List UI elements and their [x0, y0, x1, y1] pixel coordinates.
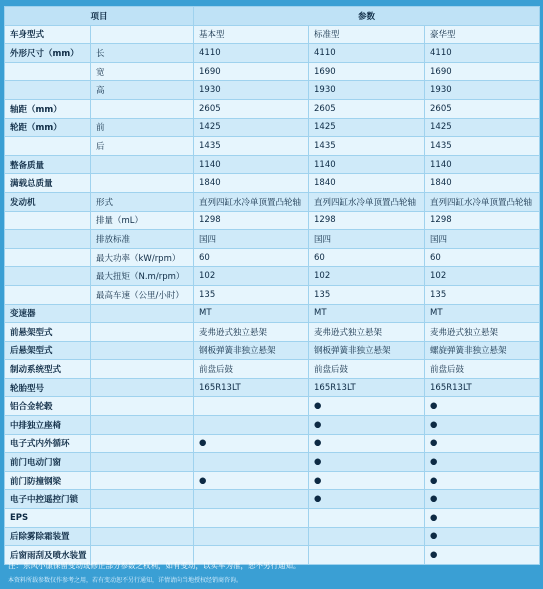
row-label: 外形尺寸（mm） — [5, 44, 91, 63]
table-row — [5, 211, 540, 230]
table-row — [5, 527, 540, 546]
row-sublabel: 宽 — [91, 62, 194, 81]
table-row — [5, 471, 540, 490]
header-item: 项目 — [5, 7, 194, 26]
row-sublabel: 长 — [91, 44, 194, 63]
value-cell — [194, 416, 309, 435]
value-cell: 钢板弹簧非独立悬架 — [309, 341, 425, 360]
value-cell — [194, 527, 309, 546]
row-label: 变速器 — [5, 304, 91, 323]
table-row — [5, 490, 540, 509]
value-cell: 直列四缸水冷单顶置凸轮轴 — [309, 192, 425, 211]
value-cell: 165R13LT — [309, 378, 425, 397]
row-label: 后除雾除霜装置 — [5, 527, 91, 546]
table-row — [5, 416, 540, 435]
row-label — [5, 62, 91, 81]
value-cell: 1425 — [425, 118, 540, 137]
value-cell: 1140 — [425, 155, 540, 174]
value-cell: 麦弗逊式独立悬架 — [309, 323, 425, 342]
value-cell: ● — [425, 434, 540, 453]
row-label: 后悬架型式 — [5, 341, 91, 360]
value-cell — [309, 527, 425, 546]
row-sublabel — [91, 527, 194, 546]
table-row — [5, 25, 540, 44]
table-row — [5, 155, 540, 174]
row-sublabel — [91, 397, 194, 416]
value-cell: 豪华型 — [425, 25, 540, 44]
row-sublabel — [91, 323, 194, 342]
table-row — [5, 453, 540, 472]
value-cell: 钢板弹簧非独立悬架 — [194, 341, 309, 360]
value-cell: 国四 — [194, 230, 309, 249]
row-sublabel: 排量（mL） — [91, 211, 194, 230]
row-sublabel: 最大功率（kW/rpm） — [91, 248, 194, 267]
row-sublabel — [91, 453, 194, 472]
table-row — [5, 44, 540, 63]
value-cell — [194, 509, 309, 528]
row-label: 车身型式 — [5, 25, 91, 44]
value-cell: 165R13LT — [194, 378, 309, 397]
spec-table-body — [5, 7, 540, 565]
row-label: 发动机 — [5, 192, 91, 211]
row-label — [5, 230, 91, 249]
row-label — [5, 211, 91, 230]
value-cell: MT — [194, 304, 309, 323]
table-header-row — [5, 7, 540, 26]
value-cell: 1840 — [425, 174, 540, 193]
value-cell: 2605 — [425, 99, 540, 118]
row-sublabel — [91, 155, 194, 174]
row-label: 轮胎型号 — [5, 378, 91, 397]
row-sublabel: 最高车速（公里/小时） — [91, 285, 194, 304]
row-sublabel: 后 — [91, 137, 194, 156]
value-cell: 1298 — [309, 211, 425, 230]
value-cell: 135 — [309, 285, 425, 304]
value-cell: 60 — [425, 248, 540, 267]
value-cell: 135 — [194, 285, 309, 304]
value-cell: 1840 — [309, 174, 425, 193]
value-cell: 1930 — [425, 81, 540, 100]
value-cell: ● — [309, 397, 425, 416]
value-cell: 2605 — [194, 99, 309, 118]
row-sublabel: 排放标准 — [91, 230, 194, 249]
table-row — [5, 118, 540, 137]
table-row — [5, 341, 540, 360]
value-cell: 1690 — [194, 62, 309, 81]
value-cell: 1425 — [309, 118, 425, 137]
row-sublabel — [91, 434, 194, 453]
row-label: 制动系统型式 — [5, 360, 91, 379]
value-cell: ● — [425, 416, 540, 435]
table-row — [5, 397, 540, 416]
table-row — [5, 248, 540, 267]
row-sublabel — [91, 509, 194, 528]
row-sublabel — [91, 174, 194, 193]
value-cell: 60 — [309, 248, 425, 267]
value-cell: 1140 — [194, 155, 309, 174]
table-row — [5, 509, 540, 528]
value-cell: ● — [309, 453, 425, 472]
row-label: 电子中控遥控门锁 — [5, 490, 91, 509]
value-cell: 1930 — [194, 81, 309, 100]
table-row — [5, 304, 540, 323]
row-label: 后窗雨刮及喷水装置 — [5, 546, 91, 565]
row-label: 前悬架型式 — [5, 323, 91, 342]
value-cell: ● — [309, 434, 425, 453]
row-sublabel — [91, 304, 194, 323]
row-label: 电子式内外循环 — [5, 434, 91, 453]
value-cell: 麦弗逊式独立悬架 — [194, 323, 309, 342]
row-label: 满载总质量 — [5, 174, 91, 193]
row-label — [5, 285, 91, 304]
value-cell: 国四 — [309, 230, 425, 249]
row-sublabel — [91, 25, 194, 44]
row-label: 中排独立座椅 — [5, 416, 91, 435]
value-cell: ● — [425, 490, 540, 509]
value-cell: 102 — [309, 267, 425, 286]
table-row — [5, 81, 540, 100]
value-cell: 前盘后鼓 — [309, 360, 425, 379]
row-label: EPS — [5, 509, 91, 528]
value-cell: 1435 — [194, 137, 309, 156]
row-label — [5, 81, 91, 100]
value-cell: 135 — [425, 285, 540, 304]
row-label: 铝合金轮毂 — [5, 397, 91, 416]
row-sublabel — [91, 341, 194, 360]
row-label: 轮距（mm） — [5, 118, 91, 137]
value-cell: 1425 — [194, 118, 309, 137]
value-cell: ● — [309, 471, 425, 490]
value-cell: 4110 — [425, 44, 540, 63]
value-cell: 1930 — [309, 81, 425, 100]
row-label — [5, 248, 91, 267]
table-row — [5, 174, 540, 193]
value-cell — [194, 453, 309, 472]
value-cell: MT — [425, 304, 540, 323]
row-sublabel — [91, 416, 194, 435]
value-cell: 麦弗逊式独立悬架 — [425, 323, 540, 342]
value-cell: 直列四缸水冷单顶置凸轮轴 — [425, 192, 540, 211]
row-label: 轴距（mm） — [5, 99, 91, 118]
row-label: 前门电动门窗 — [5, 453, 91, 472]
value-cell: ● — [309, 416, 425, 435]
value-cell: 102 — [194, 267, 309, 286]
value-cell — [194, 397, 309, 416]
value-cell: 2605 — [309, 99, 425, 118]
row-sublabel: 前 — [91, 118, 194, 137]
value-cell: MT — [309, 304, 425, 323]
value-cell: ● — [194, 434, 309, 453]
value-cell: ● — [194, 471, 309, 490]
value-cell: 1435 — [309, 137, 425, 156]
value-cell: ● — [425, 471, 540, 490]
value-cell: 1298 — [194, 211, 309, 230]
row-sublabel: 高 — [91, 81, 194, 100]
table-row — [5, 137, 540, 156]
value-cell: 1298 — [425, 211, 540, 230]
row-sublabel — [91, 490, 194, 509]
value-cell: 4110 — [194, 44, 309, 63]
value-cell: ● — [425, 397, 540, 416]
row-sublabel — [91, 378, 194, 397]
value-cell: ● — [425, 527, 540, 546]
value-cell: 1690 — [425, 62, 540, 81]
row-sublabel: 形式 — [91, 192, 194, 211]
value-cell: 基本型 — [194, 25, 309, 44]
row-sublabel — [91, 471, 194, 490]
value-cell: 直列四缸水冷单顶置凸轮轴 — [194, 192, 309, 211]
row-label — [5, 137, 91, 156]
table-row — [5, 378, 540, 397]
value-cell: 1690 — [309, 62, 425, 81]
table-row — [5, 434, 540, 453]
value-cell: 国四 — [425, 230, 540, 249]
table-row — [5, 323, 540, 342]
value-cell: ● — [425, 509, 540, 528]
value-cell: 前盘后鼓 — [425, 360, 540, 379]
table-row — [5, 267, 540, 286]
table-row — [5, 62, 540, 81]
value-cell: ● — [425, 453, 540, 472]
value-cell: 1435 — [425, 137, 540, 156]
value-cell: ● — [425, 546, 540, 565]
value-cell: 标准型 — [309, 25, 425, 44]
spec-table — [4, 6, 540, 565]
value-cell: 4110 — [309, 44, 425, 63]
footnote: 注：东风小康保留变动或修正部分参数之权利，如有变动，以实车为准，恕不另行通知。 — [8, 561, 301, 570]
value-cell: 102 — [425, 267, 540, 286]
row-sublabel — [91, 99, 194, 118]
footnote-secondary: 本资料所载参数仅作参考之用，若有变动恕不另行通知，详情请向当地授权经销商咨询。 — [8, 577, 243, 584]
table-row — [5, 360, 540, 379]
value-cell: 1840 — [194, 174, 309, 193]
row-label — [5, 267, 91, 286]
row-sublabel: 最大扭矩（N.m/rpm） — [91, 267, 194, 286]
row-sublabel — [91, 360, 194, 379]
row-label: 整备质量 — [5, 155, 91, 174]
row-label: 前门防撞钢梁 — [5, 471, 91, 490]
table-row — [5, 285, 540, 304]
table-row — [5, 192, 540, 211]
value-cell — [194, 490, 309, 509]
value-cell: 螺旋弹簧非独立悬架 — [425, 341, 540, 360]
value-cell: 前盘后鼓 — [194, 360, 309, 379]
value-cell: 60 — [194, 248, 309, 267]
table-row — [5, 230, 540, 249]
header-params: 参数 — [194, 7, 540, 26]
value-cell: 165R13LT — [425, 378, 540, 397]
value-cell — [309, 509, 425, 528]
value-cell: 1140 — [309, 155, 425, 174]
value-cell: ● — [309, 490, 425, 509]
table-row — [5, 99, 540, 118]
